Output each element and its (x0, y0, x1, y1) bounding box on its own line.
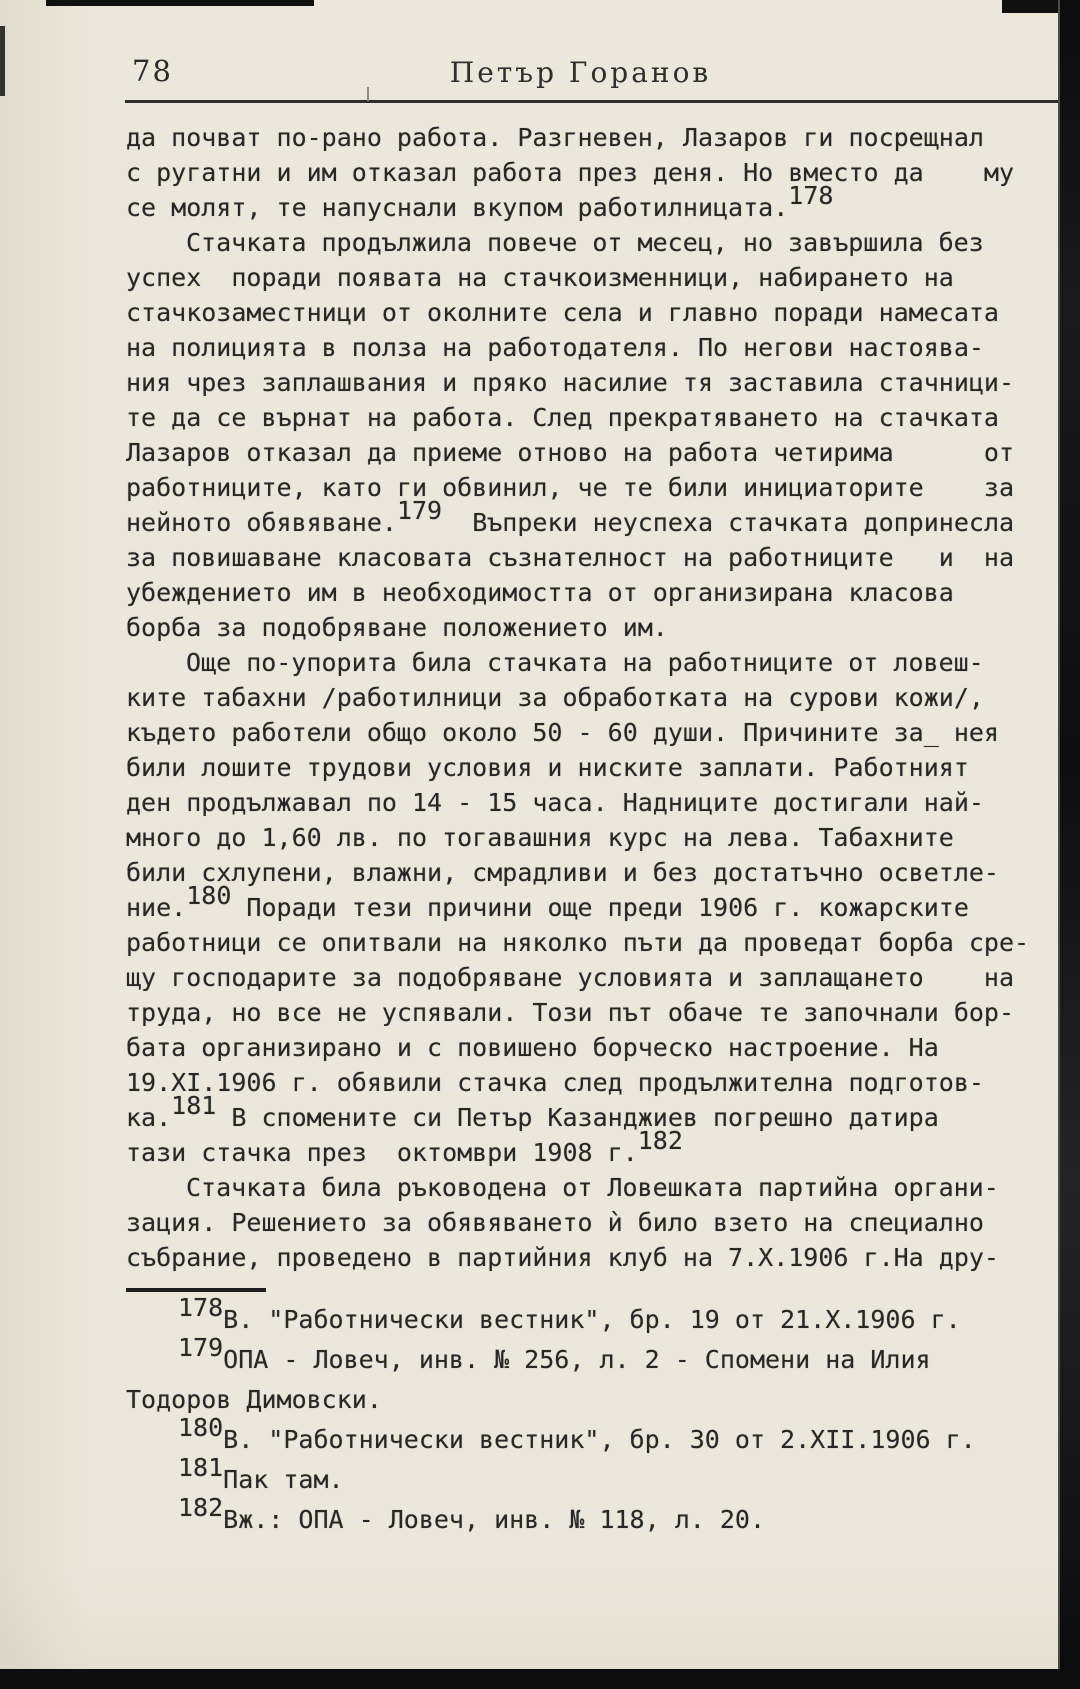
footnote-ref: 180 (186, 881, 232, 910)
text-run: ОПА - Ловеч, инв. № 256, л. 2 - Спомени на Илия (223, 1345, 931, 1374)
text-run: много до 1,60 лв. по тогавашния курс на лева. Табахните (126, 823, 954, 852)
running-header-author: Петър Горанов (449, 56, 712, 89)
text-run: В. "Работнически вестник", бр. 19 от 21.X.1906 г. (223, 1305, 961, 1334)
text-run: ния чрез заплашвания и пряко насилие тя заставила стачници- (126, 368, 1015, 397)
footnote-line (126, 1413, 976, 1460)
scan-artifact-gutter-bar (1058, 0, 1080, 1689)
footnote-ref: 182 (637, 1126, 683, 1155)
text-line (126, 750, 1029, 785)
text-run: успех поради появата на стачкоизменници, набирането на (126, 263, 954, 292)
text-line (126, 400, 1029, 435)
footnote-ref: 179 (178, 1333, 224, 1362)
text-line (126, 540, 1029, 575)
text-run: били лошите трудови условия и ниските заплати. Работният (126, 753, 969, 782)
header-rule (125, 100, 1062, 103)
text-run: на полицията в полза на работодателя. По негови настоява- (126, 333, 984, 362)
text-line (126, 365, 1029, 400)
footnotes (126, 1293, 976, 1540)
text-run: Пак там. (223, 1465, 344, 1494)
text-run: ден продължавал по 14 - 15 часа. Надниците достигали най- (126, 788, 984, 817)
text-line (126, 120, 1029, 155)
text-run: Вж.: ОПА - Ловеч, инв. № 118, л. 20. (223, 1505, 766, 1534)
footnote-ref: 178 (178, 1293, 224, 1322)
text-run: убеждението им в необходимостта от организирана класова (126, 578, 954, 607)
text-run: те да се върнат на работа. След прекратяването на стачката (126, 403, 999, 432)
text-line (126, 785, 1029, 820)
text-run: ка. (126, 1103, 172, 1132)
text-line (126, 435, 1029, 470)
text-line (126, 1091, 1029, 1135)
scan-artifact-bottom-bar (0, 1669, 1080, 1689)
text-run: събрание, проведено в партийния клуб на 7.X.1906 г.На дру- (126, 1243, 999, 1272)
footnote-line (126, 1453, 976, 1500)
footnote-line (126, 1333, 976, 1380)
text-line (126, 680, 1029, 715)
text-line (126, 1126, 1029, 1170)
text-run: работници се опитвали на няколко пъти да проведат борба сре- (126, 928, 1030, 957)
text-run: да почват по-рано работа. Разгневен, Лазаров ги посрещнал (126, 123, 984, 152)
text-run: Още по-упорита била стачката на работниците от ловеш- (186, 648, 984, 677)
text-line (126, 715, 1029, 750)
text-run: Поради тези причини още преди 1906 г. кожарските (231, 893, 969, 922)
text-run: В спомените си Петър Казанджиев погрешно датира (216, 1103, 939, 1132)
text-run: зация. Решението за обявяването ѝ било взето на специално (126, 1208, 984, 1237)
footnote-ref: 181 (178, 1453, 224, 1482)
text-line (126, 260, 1029, 295)
text-run: Стачката продължила повече от месец, но завършила без (186, 228, 984, 257)
body-text (126, 120, 1029, 1275)
text-run: с ругатни и им отказал работа през деня. Но вместо да му (126, 158, 1015, 187)
text-run: където работели общо около 50 - 60 души. Причините за_ нея (126, 718, 999, 747)
text-line (126, 1240, 1029, 1275)
text-line (126, 855, 1029, 890)
footnote-ref: 180 (178, 1413, 224, 1442)
scan-artifact-top-right-mark (1002, 0, 1060, 13)
footnote-line (126, 1293, 976, 1340)
text-line (126, 881, 1029, 925)
text-line (126, 1170, 1029, 1205)
text-run: нейното обявяване. (126, 508, 397, 537)
text-run: се молят, те напуснали вкупом работилницата. (126, 193, 789, 222)
text-line (126, 330, 1029, 365)
text-run: за повишаване класовата съзнателност на работниците и на (126, 543, 1015, 572)
text-run: Лазаров отказал да приеме отново на работа четирима от (126, 438, 1015, 467)
text-line (126, 645, 1029, 680)
text-run: борба за подобряване положението им. (126, 613, 668, 642)
text-run: щу господарите за подобряване условията и заплащането на (126, 963, 1015, 992)
text-run: Тодоров Димовски. (126, 1385, 382, 1414)
text-line (126, 155, 1029, 190)
footnote-ref: 182 (178, 1493, 224, 1522)
text-run: тази стачка през октомври 1908 г. (126, 1138, 638, 1167)
text-line (126, 925, 1029, 960)
text-run: ние. (126, 893, 187, 922)
header-rule-tick (367, 87, 369, 101)
text-run: били схлупени, влажни, смрадливи и без достатъчно осветле- (126, 858, 999, 887)
text-run: В. "Работнически вестник", бр. 30 от 2.XII.1906 г. (223, 1425, 976, 1454)
text-run: труда, но все не успявали. Този път обаче те започнали бор- (126, 998, 1015, 1027)
text-run: 19.XI.1906 г. обявили стачка след продължителна подготов- (126, 1068, 984, 1097)
text-line (126, 575, 1029, 610)
footnote-line (126, 1493, 976, 1540)
footnote-ref: 179 (396, 496, 443, 525)
text-run: Стачката била ръководена от Ловешката партийна органи- (186, 1173, 999, 1202)
text-line (126, 295, 1029, 330)
text-run: стачкозаместници от околните села и главно поради намесата (126, 298, 999, 327)
footnote-ref: 181 (171, 1091, 217, 1120)
footnote-ref: 178 (788, 181, 834, 210)
text-line (126, 1205, 1029, 1240)
text-line (126, 820, 1029, 855)
text-run: Въпреки неуспеха стачката допринесла (442, 508, 1015, 537)
text-line (126, 610, 1029, 645)
text-line (126, 181, 1029, 225)
footnote-line (126, 1380, 976, 1420)
text-line (126, 960, 1029, 995)
text-run: бата организирано и с повишено борческо настроение. На (126, 1033, 939, 1062)
text-line (126, 1030, 1029, 1065)
text-line (126, 470, 1029, 505)
text-line (126, 995, 1029, 1030)
footnote-separator (126, 1288, 266, 1292)
scan-artifact-left-edge-mark (0, 26, 5, 96)
text-run: работниците, като ги обвинил, че те били инициаторите за (126, 473, 1015, 502)
text-line (126, 496, 1029, 540)
page-number: 78 (132, 54, 173, 88)
text-run: ките табахни /работилници за обработката на сурови кожи/, (126, 683, 984, 712)
text-line (126, 1065, 1029, 1100)
scan-artifact-top-left-strip (46, 0, 314, 6)
text-line (126, 225, 1029, 260)
